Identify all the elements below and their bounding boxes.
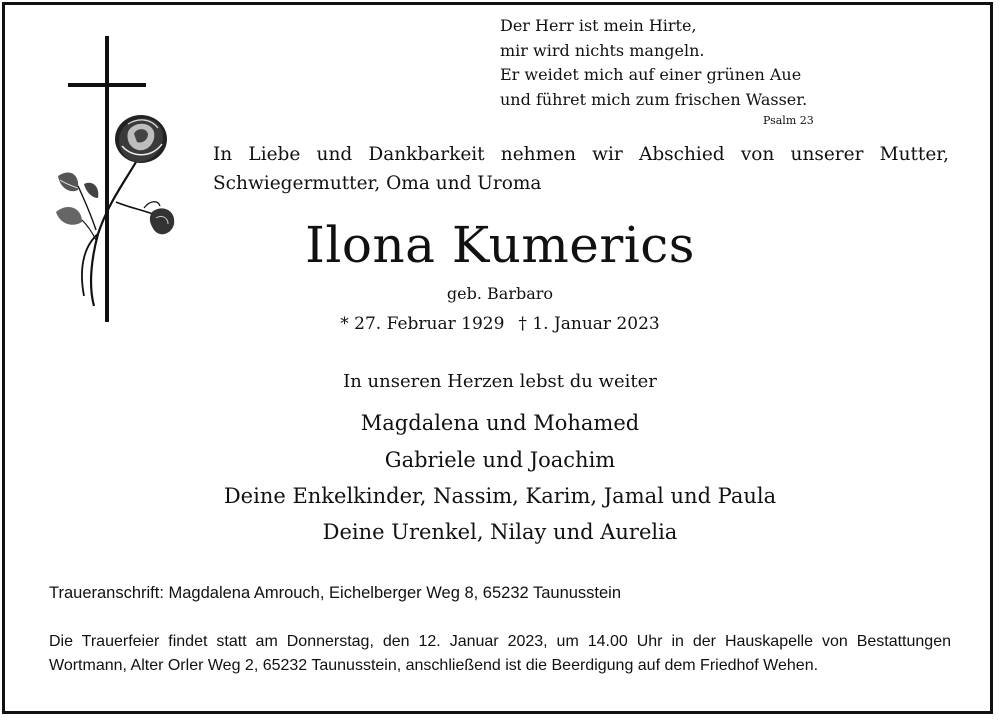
psalm-line-4: und führet mich zum frischen Wasser. bbox=[500, 89, 808, 109]
birth-date: * 27. Februar 1929 bbox=[340, 314, 505, 334]
maiden-name: geb. Barbaro bbox=[446, 284, 554, 303]
life-dates bbox=[0, 314, 1000, 334]
psalm-line-1: Der Herr ist mein Hirte, bbox=[500, 16, 697, 35]
ceremony-info: Die Trauerfeier findet statt am Donnerstag, den 12. Januar 2023, um 14.00 Uhr in der Hauskapelle von Bestattungen Wortmann, Alter Orler Weg 2, 65232 Taunusstein, anschließend ist die Beerdigung auf dem Friedhof Wehen. bbox=[49, 633, 951, 674]
mourner-line-2: Gabriele und Joachim bbox=[384, 448, 616, 472]
mourning-address: Traueranschrift: Magdalena Amrouch, Eichelberger Weg 8, 65232 Taunusstein bbox=[49, 584, 622, 602]
psalm-reference: Psalm 23 bbox=[763, 114, 814, 127]
mourner-line-3: Deine Enkelkinder, Nassim, Karim, Jamal und Paula bbox=[223, 484, 777, 508]
cross-with-rose-icon bbox=[48, 34, 180, 324]
hearts-line: In unseren Herzen lebst du weiter bbox=[343, 371, 657, 392]
psalm-line-3: Er weidet mich auf einer grünen Aue bbox=[500, 65, 802, 84]
death-date: † 1. Januar 2023 bbox=[518, 314, 660, 334]
deceased-name: Ilona Kumerics bbox=[305, 216, 695, 274]
psalm-line-2: mir wird nichts mangeln. bbox=[500, 40, 705, 60]
mourner-line-4: Deine Urenkel, Nilay und Aurelia bbox=[322, 520, 678, 544]
mourner-line-1: Magdalena und Mohamed bbox=[360, 411, 640, 435]
intro-text: In Liebe und Dankbarkeit nehmen wir Abschied von unserer Mutter, Schwiegermutter, Oma und Uroma bbox=[213, 144, 949, 194]
